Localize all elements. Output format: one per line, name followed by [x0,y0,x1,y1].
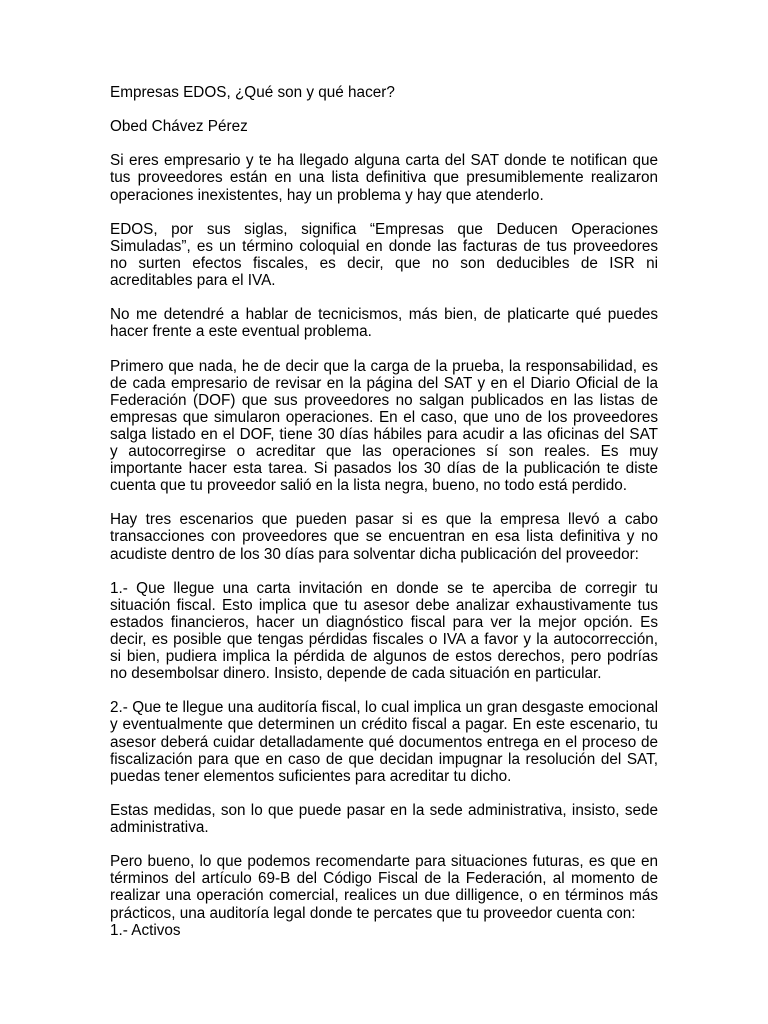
paragraph: 2.- Que te llegue una auditoría fiscal, lo cual implica un gran desgaste emocional y eventualmente que determinen un crédito fiscal a pagar. En este escenario, tu asesor deberá cuidar detalladamente qué documentos entrega en el proceso de fiscalización para que en caso de que decidan impugnar la resolución del SAT, puedas tener elementos suficientes para acreditar tu dicho. [110,699,658,785]
paragraph: 1.- Que llegue una carta invitación en donde se te aperciba de corregir tu situación fiscal. Esto implica que tu asesor debe analizar exhaustivamente tus estados financieros, hacer un diagnóstico fiscal para ver la mejor opción. Es decir, es posible que tengas pérdidas fiscales o IVA a favor y la autocorrección, si bien, pudiera implica la pérdida de algunos de estos derechos, pero podrías no desembolsar dinero. Insisto, depende de cada situación en particular. [110,579,658,683]
paragraph: Pero bueno, lo que podemos recomendarte para situaciones futuras, es que en términos del artículo 69-B del Código Fiscal de la Federación, al momento de realizar una operación comercial, realices un due dilligence, o en términos más prácticos, una auditoría legal donde te percates que tu proveedor cuenta con: [110,853,658,922]
document-author: Obed Chávez Pérez [110,118,248,136]
paragraph: Si eres empresario y te ha llegado alguna carta del SAT donde te notifican que tus proveedores están en una lista definitiva que presumiblemente realizaron operaciones inexistentes, hay un problema y hay que atenderlo. [110,152,658,204]
document-page [110,84,658,939]
paragraph: EDOS, por sus siglas, significa “Empresas que Deducen Operaciones Simuladas”, es un término coloquial en donde las facturas de tus proveedores no surten efectos fiscales, es decir, que no son deducibles de ISR ni acreditables para el IVA. [110,220,658,290]
paragraph: Hay tres escenarios que pueden pasar si es que la empresa llevó a cabo transacciones con proveedores que se encuentran en esa lista definitiva y no acudiste dentro de los 30 días para solventar dicha publicación del proveedor: [110,511,658,563]
paragraph: Primero que nada, he de decir que la carga de la prueba, la responsabilidad, es de cada empresario de revisar en la página del SAT y en el Diario Oficial de la Federación (DOF) que sus proveedores no salgan publicados en las listas de empresas que simularon operaciones. En el caso, que uno de los proveedores salga listado en el DOF, tiene 30 días hábiles para acudir a las oficinas del SAT y autocorregirse o acreditar que las operaciones sí son reales. Es muy importante hacer esta tarea. Si pasados los 30 días de la publicación te diste cuenta que tu proveedor salió en la lista negra, bueno, no todo está perdido. [110,357,658,495]
document-title: Empresas EDOS, ¿Qué son y qué hacer? [110,84,395,101]
list-item: 1.- Activos [110,921,181,939]
paragraph: Estas medidas, son lo que puede pasar en la sede administrativa, insisto, sede administrativa. [110,801,658,837]
paragraph: No me detendré a hablar de tecnicismos, más bien, de platicarte qué puedes hacer frente a este eventual problema. [110,306,658,341]
